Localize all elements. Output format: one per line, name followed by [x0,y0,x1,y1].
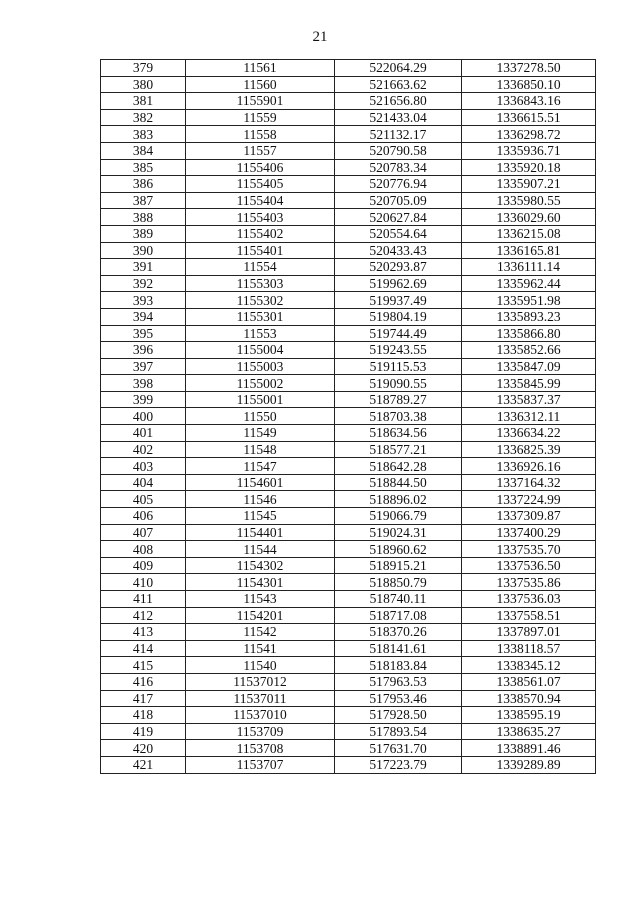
table-row [101,524,596,541]
y-coordinate-cell: 1336215.08 [462,225,596,242]
point-code-cell: 1155403 [186,209,335,226]
y-coordinate-cell: 1337278.50 [462,60,596,77]
table-row [101,308,596,325]
x-coordinate-cell: 518634.56 [335,425,462,442]
point-code-cell: 11537010 [186,707,335,724]
y-coordinate-cell: 1336615.51 [462,109,596,126]
table-row [101,342,596,359]
point-number-cell: 415 [101,657,186,674]
table-row [101,209,596,226]
point-number-cell: 379 [101,60,186,77]
table-row [101,707,596,724]
point-code-cell: 1153707 [186,756,335,773]
point-code-cell: 1155003 [186,358,335,375]
x-coordinate-cell: 520293.87 [335,259,462,276]
y-coordinate-cell: 1338891.46 [462,740,596,757]
table-row [101,325,596,342]
y-coordinate-cell: 1335847.09 [462,358,596,375]
x-coordinate-cell: 517223.79 [335,756,462,773]
x-coordinate-cell: 518577.21 [335,441,462,458]
point-number-cell: 404 [101,474,186,491]
point-number-cell: 392 [101,275,186,292]
y-coordinate-cell: 1335866.80 [462,325,596,342]
point-number-cell: 420 [101,740,186,757]
x-coordinate-cell: 520790.58 [335,142,462,159]
y-coordinate-cell: 1336825.39 [462,441,596,458]
x-coordinate-cell: 521656.80 [335,93,462,110]
point-code-cell: 1155406 [186,159,335,176]
point-number-cell: 419 [101,723,186,740]
y-coordinate-cell: 1336029.60 [462,209,596,226]
x-coordinate-cell: 520554.64 [335,225,462,242]
point-code-cell: 1154301 [186,574,335,591]
point-number-cell: 396 [101,342,186,359]
x-coordinate-cell: 518915.21 [335,557,462,574]
point-code-cell: 1155004 [186,342,335,359]
table-row [101,591,596,608]
point-code-cell: 11543 [186,591,335,608]
y-coordinate-cell: 1336312.11 [462,408,596,425]
table-row [101,491,596,508]
point-code-cell: 11545 [186,508,335,525]
x-coordinate-cell: 519066.79 [335,508,462,525]
y-coordinate-cell: 1336111.14 [462,259,596,276]
x-coordinate-cell: 518740.11 [335,591,462,608]
point-number-cell: 398 [101,375,186,392]
x-coordinate-cell: 520705.09 [335,192,462,209]
point-code-cell: 1153709 [186,723,335,740]
coordinates-table [100,59,596,774]
y-coordinate-cell: 1335893.23 [462,308,596,325]
table-row [101,541,596,558]
table-row [101,126,596,143]
point-number-cell: 381 [101,93,186,110]
page-number: 21 [312,29,328,45]
table-row [101,458,596,475]
point-number-cell: 389 [101,225,186,242]
table-row [101,375,596,392]
y-coordinate-cell: 1336165.81 [462,242,596,259]
point-number-cell: 393 [101,292,186,309]
point-code-cell: 11550 [186,408,335,425]
y-coordinate-cell: 1337164.32 [462,474,596,491]
point-number-cell: 385 [101,159,186,176]
x-coordinate-cell: 518642.28 [335,458,462,475]
point-number-cell: 384 [101,142,186,159]
x-coordinate-cell: 519024.31 [335,524,462,541]
point-code-cell: 11560 [186,76,335,93]
point-code-cell: 11537012 [186,673,335,690]
point-code-cell: 11559 [186,109,335,126]
table-row [101,176,596,193]
point-number-cell: 382 [101,109,186,126]
table-body [101,60,596,774]
point-number-cell: 391 [101,259,186,276]
x-coordinate-cell: 518370.26 [335,624,462,641]
point-number-cell: 410 [101,574,186,591]
x-coordinate-cell: 518960.62 [335,541,462,558]
table-row [101,756,596,773]
table-row [101,292,596,309]
point-number-cell: 417 [101,690,186,707]
x-coordinate-cell: 518183.84 [335,657,462,674]
table-row [101,391,596,408]
y-coordinate-cell: 1338561.07 [462,673,596,690]
point-number-cell: 405 [101,491,186,508]
point-code-cell: 11542 [186,624,335,641]
point-number-cell: 399 [101,391,186,408]
x-coordinate-cell: 517953.46 [335,690,462,707]
point-code-cell: 1154601 [186,474,335,491]
x-coordinate-cell: 521132.17 [335,126,462,143]
table-row [101,142,596,159]
point-code-cell: 1155302 [186,292,335,309]
table-row [101,225,596,242]
y-coordinate-cell: 1337309.87 [462,508,596,525]
y-coordinate-cell: 1335837.37 [462,391,596,408]
x-coordinate-cell: 519937.49 [335,292,462,309]
table-row [101,259,596,276]
point-number-cell: 386 [101,176,186,193]
table-row [101,358,596,375]
point-code-cell: 11537011 [186,690,335,707]
y-coordinate-cell: 1337536.03 [462,591,596,608]
x-coordinate-cell: 517963.53 [335,673,462,690]
point-code-cell: 11558 [186,126,335,143]
point-number-cell: 401 [101,425,186,442]
point-number-cell: 400 [101,408,186,425]
x-coordinate-cell: 517928.50 [335,707,462,724]
x-coordinate-cell: 518717.08 [335,607,462,624]
point-number-cell: 403 [101,458,186,475]
point-code-cell: 11561 [186,60,335,77]
y-coordinate-cell: 1336850.10 [462,76,596,93]
x-coordinate-cell: 520776.94 [335,176,462,193]
table-row [101,557,596,574]
point-number-cell: 390 [101,242,186,259]
point-code-cell: 11540 [186,657,335,674]
point-code-cell: 1155303 [186,275,335,292]
table-row [101,690,596,707]
y-coordinate-cell: 1337535.86 [462,574,596,591]
y-coordinate-cell: 1335962.44 [462,275,596,292]
point-number-cell: 407 [101,524,186,541]
y-coordinate-cell: 1335907.21 [462,176,596,193]
table-row [101,441,596,458]
point-number-cell: 418 [101,707,186,724]
x-coordinate-cell: 520627.84 [335,209,462,226]
x-coordinate-cell: 521663.62 [335,76,462,93]
point-code-cell: 11553 [186,325,335,342]
point-code-cell: 1155001 [186,391,335,408]
table-row [101,109,596,126]
point-code-cell: 1154401 [186,524,335,541]
y-coordinate-cell: 1337558.51 [462,607,596,624]
table-row [101,159,596,176]
point-code-cell: 1155901 [186,93,335,110]
x-coordinate-cell: 522064.29 [335,60,462,77]
table-row [101,60,596,77]
point-code-cell: 1155404 [186,192,335,209]
table-row [101,508,596,525]
y-coordinate-cell: 1337400.29 [462,524,596,541]
point-code-cell: 11546 [186,491,335,508]
y-coordinate-cell: 1335980.55 [462,192,596,209]
point-code-cell: 11548 [186,441,335,458]
x-coordinate-cell: 520433.43 [335,242,462,259]
y-coordinate-cell: 1335845.99 [462,375,596,392]
point-number-cell: 416 [101,673,186,690]
x-coordinate-cell: 519962.69 [335,275,462,292]
point-number-cell: 412 [101,607,186,624]
y-coordinate-cell: 1335852.66 [462,342,596,359]
point-code-cell: 1155301 [186,308,335,325]
point-number-cell: 411 [101,591,186,608]
point-code-cell: 1154302 [186,557,335,574]
x-coordinate-cell: 518896.02 [335,491,462,508]
y-coordinate-cell: 1339289.89 [462,756,596,773]
x-coordinate-cell: 519115.53 [335,358,462,375]
point-number-cell: 387 [101,192,186,209]
x-coordinate-cell: 519804.19 [335,308,462,325]
table-row [101,425,596,442]
table-row [101,740,596,757]
point-number-cell: 421 [101,756,186,773]
x-coordinate-cell: 518844.50 [335,474,462,491]
x-coordinate-cell: 519243.55 [335,342,462,359]
y-coordinate-cell: 1336298.72 [462,126,596,143]
table-row [101,76,596,93]
table-row [101,93,596,110]
point-code-cell: 11549 [186,425,335,442]
x-coordinate-cell: 517631.70 [335,740,462,757]
point-number-cell: 388 [101,209,186,226]
table-row [101,275,596,292]
point-code-cell: 1154201 [186,607,335,624]
point-code-cell: 11541 [186,640,335,657]
y-coordinate-cell: 1335920.18 [462,159,596,176]
point-code-cell: 1153708 [186,740,335,757]
y-coordinate-cell: 1337897.01 [462,624,596,641]
point-number-cell: 406 [101,508,186,525]
table-row [101,607,596,624]
y-coordinate-cell: 1337535.70 [462,541,596,558]
table-row [101,673,596,690]
point-code-cell: 1155401 [186,242,335,259]
y-coordinate-cell: 1335936.71 [462,142,596,159]
y-coordinate-cell: 1336843.16 [462,93,596,110]
x-coordinate-cell: 518703.38 [335,408,462,425]
point-number-cell: 414 [101,640,186,657]
y-coordinate-cell: 1338118.57 [462,640,596,657]
point-code-cell: 11544 [186,541,335,558]
x-coordinate-cell: 518141.61 [335,640,462,657]
y-coordinate-cell: 1337536.50 [462,557,596,574]
table-row [101,192,596,209]
point-number-cell: 408 [101,541,186,558]
x-coordinate-cell: 519744.49 [335,325,462,342]
x-coordinate-cell: 519090.55 [335,375,462,392]
y-coordinate-cell: 1337224.99 [462,491,596,508]
point-number-cell: 394 [101,308,186,325]
point-number-cell: 409 [101,557,186,574]
point-code-cell: 11554 [186,259,335,276]
table-row [101,657,596,674]
x-coordinate-cell: 521433.04 [335,109,462,126]
y-coordinate-cell: 1336926.16 [462,458,596,475]
table-row [101,242,596,259]
y-coordinate-cell: 1338635.27 [462,723,596,740]
x-coordinate-cell: 520783.34 [335,159,462,176]
y-coordinate-cell: 1336634.22 [462,425,596,442]
y-coordinate-cell: 1338595.19 [462,707,596,724]
table-row [101,408,596,425]
y-coordinate-cell: 1338345.12 [462,657,596,674]
y-coordinate-cell: 1338570.94 [462,690,596,707]
point-code-cell: 1155402 [186,225,335,242]
table-row [101,574,596,591]
table-row [101,474,596,491]
point-number-cell: 413 [101,624,186,641]
point-code-cell: 1155405 [186,176,335,193]
point-code-cell: 11547 [186,458,335,475]
x-coordinate-cell: 517893.54 [335,723,462,740]
point-number-cell: 383 [101,126,186,143]
point-number-cell: 395 [101,325,186,342]
y-coordinate-cell: 1335951.98 [462,292,596,309]
point-number-cell: 397 [101,358,186,375]
table-row [101,640,596,657]
table-row [101,723,596,740]
point-code-cell: 11557 [186,142,335,159]
x-coordinate-cell: 518789.27 [335,391,462,408]
point-number-cell: 380 [101,76,186,93]
table-row [101,624,596,641]
point-code-cell: 1155002 [186,375,335,392]
point-number-cell: 402 [101,441,186,458]
x-coordinate-cell: 518850.79 [335,574,462,591]
